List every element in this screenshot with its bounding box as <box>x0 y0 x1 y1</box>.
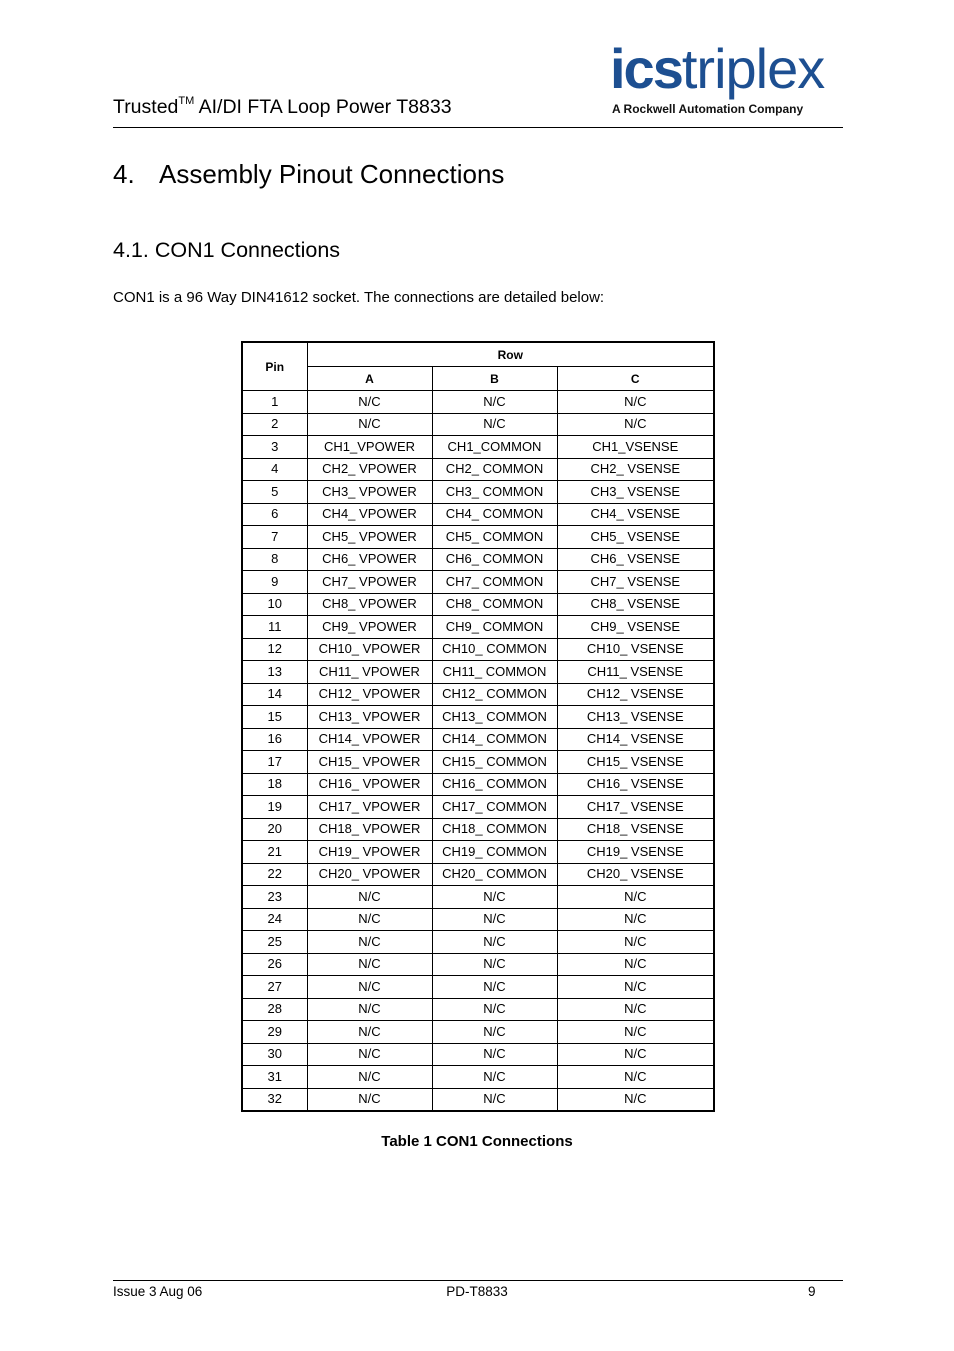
table-row <box>242 458 714 481</box>
section-number: 4. <box>113 159 135 189</box>
table-row <box>242 706 714 729</box>
row-b-cell: N/C <box>432 931 557 954</box>
row-b-cell: N/C <box>432 1088 557 1111</box>
row-c-cell: CH7_ VSENSE <box>557 571 714 594</box>
pin-cell: 2 <box>242 413 307 436</box>
table-row <box>242 616 714 639</box>
row-b-cell: CH20_ COMMON <box>432 863 557 886</box>
table-header-row <box>242 342 714 367</box>
pin-column-header: Pin <box>242 342 307 391</box>
row-b-cell: CH5_ COMMON <box>432 526 557 549</box>
company-logo <box>610 37 842 122</box>
row-a-cell: N/C <box>307 391 432 414</box>
column-a-header: A <box>307 367 432 391</box>
row-b-cell: N/C <box>432 886 557 909</box>
pin-cell: 13 <box>242 661 307 684</box>
row-b-cell: CH2_ COMMON <box>432 458 557 481</box>
row-group-header: Row <box>307 342 714 367</box>
row-a-cell: CH8_ VPOWER <box>307 593 432 616</box>
row-b-cell: CH13_ COMMON <box>432 706 557 729</box>
row-b-cell: N/C <box>432 413 557 436</box>
row-a-cell: CH2_ VPOWER <box>307 458 432 481</box>
row-c-cell: CH14_ VSENSE <box>557 728 714 751</box>
row-c-cell: CH12_ VSENSE <box>557 683 714 706</box>
row-a-cell: CH13_ VPOWER <box>307 706 432 729</box>
pin-cell: 32 <box>242 1088 307 1111</box>
row-c-cell: N/C <box>557 1043 714 1066</box>
table-row <box>242 751 714 774</box>
table-row <box>242 841 714 864</box>
row-c-cell: CH2_ VSENSE <box>557 458 714 481</box>
table-row <box>242 818 714 841</box>
column-b-header: B <box>432 367 557 391</box>
table-row <box>242 548 714 571</box>
pin-cell: 28 <box>242 998 307 1021</box>
row-b-cell: CH12_ COMMON <box>432 683 557 706</box>
table-row <box>242 863 714 886</box>
row-b-cell: N/C <box>432 998 557 1021</box>
pin-cell: 16 <box>242 728 307 751</box>
row-a-cell: CH20_ VPOWER <box>307 863 432 886</box>
table-row <box>242 413 714 436</box>
row-c-cell: N/C <box>557 1066 714 1089</box>
footer-page-number: 9 <box>808 1284 816 1299</box>
row-a-cell: N/C <box>307 1021 432 1044</box>
row-c-cell: CH8_ VSENSE <box>557 593 714 616</box>
pin-cell: 26 <box>242 953 307 976</box>
table-row <box>242 1088 714 1111</box>
footer-issue: Issue 3 Aug 06 <box>113 1284 203 1299</box>
table-row <box>242 391 714 414</box>
pin-cell: 18 <box>242 773 307 796</box>
table-row <box>242 503 714 526</box>
row-c-cell: N/C <box>557 953 714 976</box>
row-c-cell: CH15_ VSENSE <box>557 751 714 774</box>
row-c-cell: N/C <box>557 998 714 1021</box>
row-a-cell: CH1_VPOWER <box>307 436 432 459</box>
row-c-cell: CH20_ VSENSE <box>557 863 714 886</box>
row-b-cell: CH9_ COMMON <box>432 616 557 639</box>
row-a-cell: CH3_ VPOWER <box>307 481 432 504</box>
row-a-cell: CH9_ VPOWER <box>307 616 432 639</box>
logo-bold-text: ics <box>610 37 682 100</box>
pin-cell: 22 <box>242 863 307 886</box>
row-c-cell: N/C <box>557 886 714 909</box>
logo-wordmark <box>610 37 825 100</box>
row-b-cell: N/C <box>432 976 557 999</box>
pin-cell: 21 <box>242 841 307 864</box>
row-a-cell: CH18_ VPOWER <box>307 818 432 841</box>
row-a-cell: N/C <box>307 908 432 931</box>
table-row <box>242 953 714 976</box>
table-row <box>242 976 714 999</box>
row-a-cell: CH19_ VPOWER <box>307 841 432 864</box>
header-divider <box>113 127 843 128</box>
pin-cell: 19 <box>242 796 307 819</box>
row-a-cell: CH16_ VPOWER <box>307 773 432 796</box>
row-a-cell: CH10_ VPOWER <box>307 638 432 661</box>
footer-divider <box>113 1280 843 1281</box>
row-b-cell: CH18_ COMMON <box>432 818 557 841</box>
row-c-cell: CH5_ VSENSE <box>557 526 714 549</box>
row-b-cell: N/C <box>432 1043 557 1066</box>
row-c-cell: CH16_ VSENSE <box>557 773 714 796</box>
row-c-cell: N/C <box>557 976 714 999</box>
row-a-cell: CH17_ VPOWER <box>307 796 432 819</box>
row-a-cell: CH14_ VPOWER <box>307 728 432 751</box>
row-a-cell: CH15_ VPOWER <box>307 751 432 774</box>
table-body <box>242 391 714 1112</box>
row-b-cell: CH1_COMMON <box>432 436 557 459</box>
row-b-cell: CH17_ COMMON <box>432 796 557 819</box>
table-row <box>242 796 714 819</box>
row-b-cell: CH15_ COMMON <box>432 751 557 774</box>
row-a-cell: N/C <box>307 976 432 999</box>
pin-cell: 7 <box>242 526 307 549</box>
row-b-cell: CH10_ COMMON <box>432 638 557 661</box>
table-row <box>242 998 714 1021</box>
row-c-cell: N/C <box>557 391 714 414</box>
row-a-cell: CH4_ VPOWER <box>307 503 432 526</box>
pin-cell: 9 <box>242 571 307 594</box>
row-a-cell: N/C <box>307 413 432 436</box>
row-c-cell: N/C <box>557 931 714 954</box>
row-a-cell: N/C <box>307 886 432 909</box>
pin-cell: 3 <box>242 436 307 459</box>
row-c-cell: CH17_ VSENSE <box>557 796 714 819</box>
table-row <box>242 886 714 909</box>
row-b-cell: CH8_ COMMON <box>432 593 557 616</box>
table-row <box>242 1021 714 1044</box>
pin-cell: 29 <box>242 1021 307 1044</box>
row-c-cell: CH9_ VSENSE <box>557 616 714 639</box>
pin-cell: 4 <box>242 458 307 481</box>
row-b-cell: CH19_ COMMON <box>432 841 557 864</box>
trademark-mark: TM <box>178 95 195 107</box>
row-c-cell: CH11_ VSENSE <box>557 661 714 684</box>
row-c-cell: N/C <box>557 908 714 931</box>
table-row <box>242 593 714 616</box>
logo-tagline: A Rockwell Automation Company <box>612 102 804 116</box>
row-c-cell: N/C <box>557 1021 714 1044</box>
row-a-cell: CH7_ VPOWER <box>307 571 432 594</box>
table-row <box>242 526 714 549</box>
table-row <box>242 436 714 459</box>
row-a-cell: N/C <box>307 953 432 976</box>
row-c-cell: CH13_ VSENSE <box>557 706 714 729</box>
document-title <box>113 96 452 118</box>
table-row <box>242 571 714 594</box>
pin-cell: 25 <box>242 931 307 954</box>
row-c-cell: CH4_ VSENSE <box>557 503 714 526</box>
section-heading <box>113 161 504 187</box>
subsection-heading: 4.1. CON1 Connections <box>113 238 341 262</box>
column-c-header: C <box>557 367 714 391</box>
row-a-cell: CH5_ VPOWER <box>307 526 432 549</box>
section-title: Assembly Pinout Connections <box>159 159 505 189</box>
pinout-table <box>241 341 715 1112</box>
pin-cell: 31 <box>242 1066 307 1089</box>
table-row <box>242 638 714 661</box>
pin-cell: 11 <box>242 616 307 639</box>
table-row <box>242 661 714 684</box>
pin-cell: 30 <box>242 1043 307 1066</box>
row-b-cell: CH14_ COMMON <box>432 728 557 751</box>
table-caption: Table 1 CON1 Connections <box>381 1133 573 1150</box>
row-c-cell: CH6_ VSENSE <box>557 548 714 571</box>
table-row <box>242 1066 714 1089</box>
title-main: Trusted <box>113 96 179 118</box>
row-a-cell: N/C <box>307 998 432 1021</box>
row-b-cell: N/C <box>432 953 557 976</box>
table-row <box>242 931 714 954</box>
pin-cell: 15 <box>242 706 307 729</box>
pin-cell: 27 <box>242 976 307 999</box>
row-a-cell: N/C <box>307 1066 432 1089</box>
row-b-cell: N/C <box>432 1066 557 1089</box>
row-c-cell: CH3_ VSENSE <box>557 481 714 504</box>
row-b-cell: CH6_ COMMON <box>432 548 557 571</box>
row-b-cell: N/C <box>432 908 557 931</box>
pin-cell: 5 <box>242 481 307 504</box>
row-a-cell: CH11_ VPOWER <box>307 661 432 684</box>
pin-cell: 14 <box>242 683 307 706</box>
table-row <box>242 481 714 504</box>
row-a-cell: CH12_ VPOWER <box>307 683 432 706</box>
row-b-cell: N/C <box>432 391 557 414</box>
pin-cell: 24 <box>242 908 307 931</box>
pin-cell: 17 <box>242 751 307 774</box>
logo-light-text: triplex <box>681 37 825 100</box>
table-row <box>242 773 714 796</box>
row-c-cell: N/C <box>557 413 714 436</box>
pin-cell: 20 <box>242 818 307 841</box>
row-c-cell: CH1_VSENSE <box>557 436 714 459</box>
pin-cell: 23 <box>242 886 307 909</box>
row-c-cell: CH10_ VSENSE <box>557 638 714 661</box>
row-c-cell: CH19_ VSENSE <box>557 841 714 864</box>
row-b-cell: CH4_ COMMON <box>432 503 557 526</box>
pin-cell: 10 <box>242 593 307 616</box>
row-a-cell: N/C <box>307 1088 432 1111</box>
pin-cell: 1 <box>242 391 307 414</box>
table-row <box>242 1043 714 1066</box>
row-c-cell: CH18_ VSENSE <box>557 818 714 841</box>
table-row <box>242 683 714 706</box>
row-b-cell: CH7_ COMMON <box>432 571 557 594</box>
row-b-cell: N/C <box>432 1021 557 1044</box>
row-a-cell: N/C <box>307 1043 432 1066</box>
row-b-cell: CH11_ COMMON <box>432 661 557 684</box>
table-row <box>242 908 714 931</box>
row-a-cell: N/C <box>307 931 432 954</box>
pin-cell: 8 <box>242 548 307 571</box>
pin-cell: 12 <box>242 638 307 661</box>
intro-paragraph: CON1 is a 96 Way DIN41612 socket. The connections are detailed below: <box>113 289 605 306</box>
title-rest: AI/DI FTA Loop Power T8833 <box>194 96 452 118</box>
row-a-cell: CH6_ VPOWER <box>307 548 432 571</box>
row-b-cell: CH3_ COMMON <box>432 481 557 504</box>
pin-cell: 6 <box>242 503 307 526</box>
row-b-cell: CH16_ COMMON <box>432 773 557 796</box>
row-c-cell: N/C <box>557 1088 714 1111</box>
footer-doc-id: PD-T8833 <box>446 1284 508 1299</box>
table-subheader-row <box>242 367 714 391</box>
table-row <box>242 728 714 751</box>
